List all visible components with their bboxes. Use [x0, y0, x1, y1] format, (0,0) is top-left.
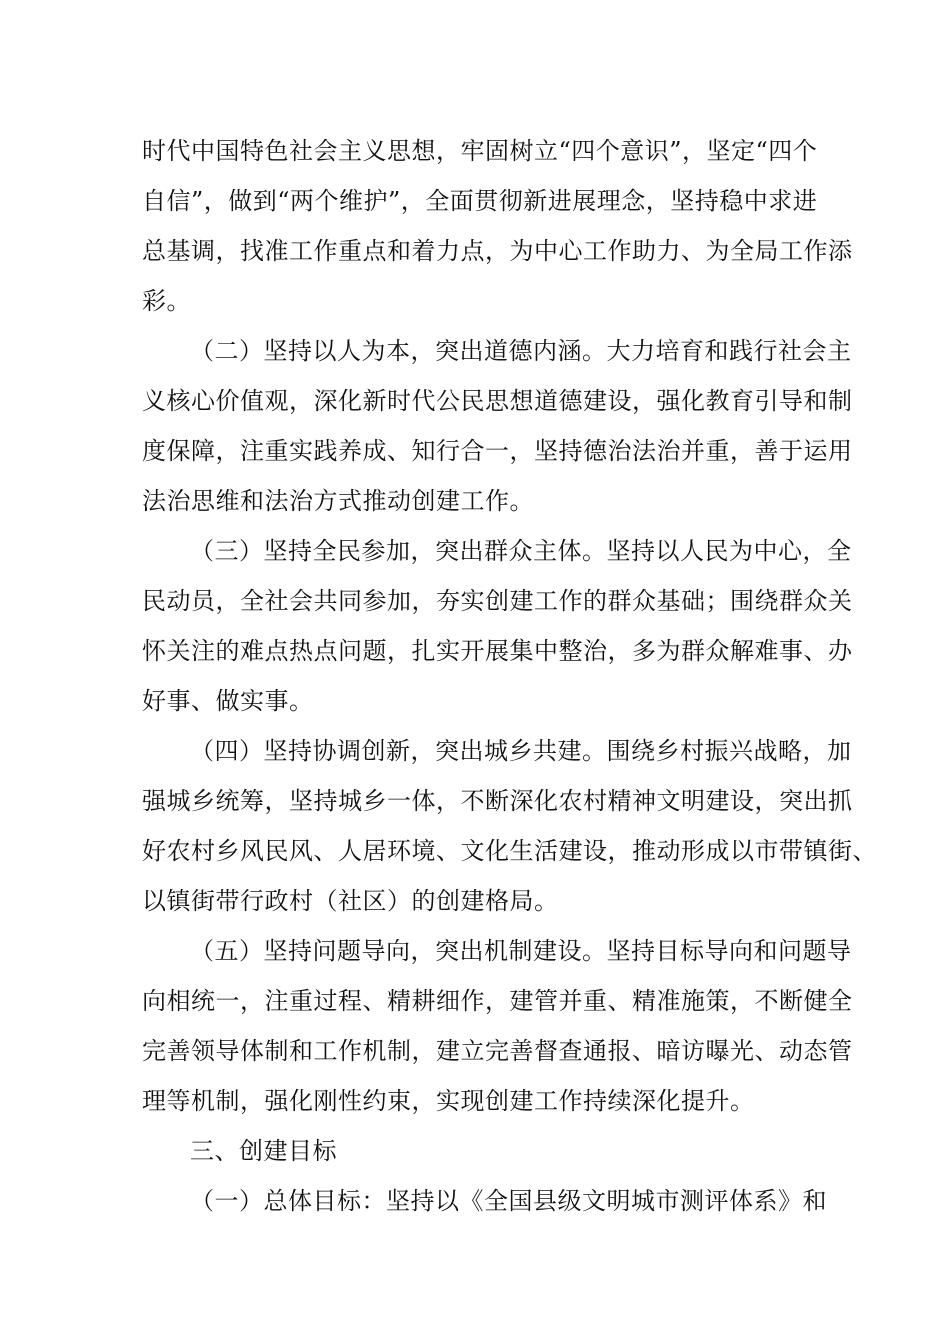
section-heading: 三、创建目标: [190, 1137, 337, 1165]
text-line: 理等机制，强化刚性约束，实现创建工作持续深化提升。: [142, 1087, 755, 1115]
text-line: 彩。: [142, 287, 191, 315]
text-line: 时代中国特色社会主义思想，牢固树立“四个意识”，坚定“四个: [142, 137, 818, 165]
paragraph-first-line: （五）坚持问题导向，突出机制建设。坚持目标导向和问题导: [190, 937, 852, 965]
text-line: 总基调，找准工作重点和着力点，为中心工作助力、为全局工作添: [142, 237, 853, 265]
paragraph-first-line: （二）坚持以人为本，突出道德内涵。大力培育和践行社会主: [190, 337, 852, 365]
paragraph-first-line: （一）总体目标：坚持以《全国县级文明城市测评体系》和: [190, 1187, 827, 1215]
text-line: 怀关注的难点热点问题，扎实开展集中整治，多为群众解难事、办: [142, 637, 853, 665]
paragraph-first-line: （三）坚持全民参加，突出群众主体。坚持以人民为中心，全: [190, 537, 852, 565]
text-line: 民动员，全社会共同参加，夯实创建工作的群众基础；围绕群众关: [142, 587, 853, 615]
text-line: 自信”，做到“两个维护”，全面贯彻新进展理念，坚持稳中求进: [142, 187, 818, 215]
text-line: 好农村乡风民风、人居环境、文化生活建设，推动形成以市带镇街、: [142, 837, 877, 865]
text-line: 完善领导体制和工作机制，建立完善督查通报、暗访曝光、动态管: [142, 1037, 853, 1065]
paragraph-first-line: （四）坚持协调创新，突出城乡共建。围绕乡村振兴战略，加: [190, 737, 852, 765]
text-line: 度保障，注重实践养成、知行合一，坚持德治法治并重，善于运用: [142, 437, 853, 465]
text-line: 法治思维和法治方式推动创建工作。: [142, 487, 534, 515]
text-line: 强城乡统筹，坚持城乡一体，不断深化农村精神文明建设，突出抓: [142, 787, 853, 815]
text-line: 义核心价值观，深化新时代公民思想道德建设，强化教育引导和制: [142, 387, 853, 415]
text-line: 以镇街带行政村（社区）的创建格局。: [142, 887, 559, 915]
text-line: 向相统一，注重过程、精耕细作，建管并重、精准施策，不断健全: [142, 987, 853, 1015]
text-line: 好事、做实事。: [142, 687, 314, 715]
